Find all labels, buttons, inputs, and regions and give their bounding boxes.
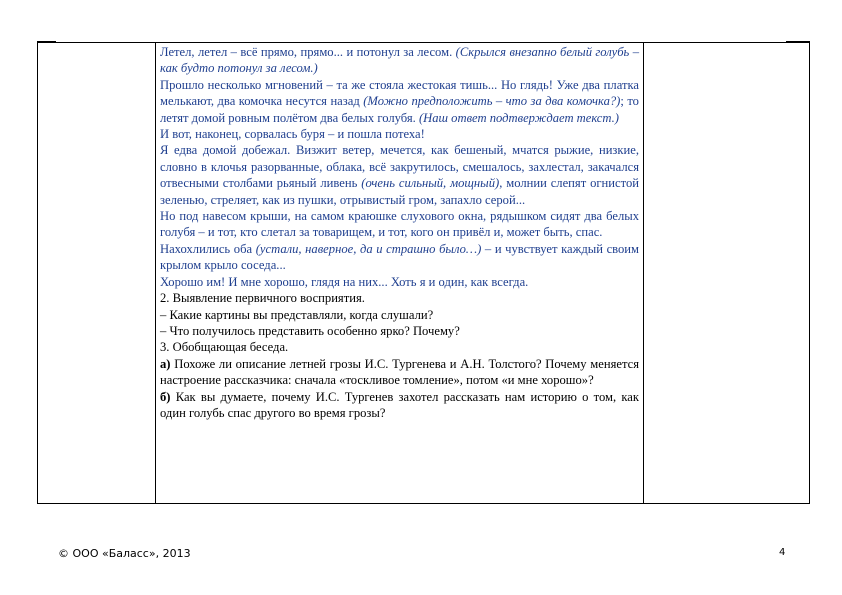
teacher-note: (Можно предположить – что за два комочка?) <box>363 94 621 109</box>
story-paragraph-7: Хорошо им! И мне хорошо, глядя на них... Хоть я и один, как всегда. <box>160 274 529 289</box>
teacher-note: (очень сильный, мощный) <box>361 176 500 191</box>
stage-column-cell <box>38 43 156 504</box>
question-a: а) Похоже ли описание летней грозы И.С. Тургенева и А.Н. Толстого? Почему меняется настроение рассказчика: сначала «тоскливое томление», потом «и мне хорошо»? <box>160 356 639 388</box>
story-paragraph-4: Я едва домой добежал. Визжит ветер, мечется, как бешеный, мчатся рыжие, низкие, словно в клочья разорванные, облака, всё закрутилось, смешалось, захлестал, закачался отвесными столбами рьяный ливень (очень сильный, мощный), молнии слепят огнистой зеленью, стреляет, как из пушки, отрывистый гром, запахло серой... <box>160 143 640 207</box>
story-paragraph-5: Но под навесом крыши, на самом краюшке слухового окна, рядышком сидят два белых голубя – и тот, кто слетал за товарищем, и тот, кого он привёл и, может быть, спас. <box>160 209 639 240</box>
step-3-title: 3. Обобщающая беседа. <box>160 340 289 355</box>
question-b: б) Как вы думаете, почему И.С. Тургенев захотел рассказать нам историю о том, как один голубь спас другого во время грозы? <box>160 389 639 420</box>
step-2-title: 2. Выявление первичного восприятия. <box>160 291 365 306</box>
footer-copyright: © ООО «Баласс», 2013 <box>58 547 191 560</box>
table-row <box>38 43 810 504</box>
content-column-cell <box>156 43 644 504</box>
teacher-note: (Скрылся внезапно белый голубь – как будто потонул за лесом.) <box>160 45 639 76</box>
story-paragraph-3: И вот, наконец, сорвалась буря – и пошла потеха! <box>160 127 425 142</box>
question-1: – Какие картины вы представляли, когда слушали? <box>160 307 434 322</box>
page-number: 4 <box>779 547 786 558</box>
story-paragraph-2: Прошло несколько мгновений – та же стояла жестокая тишь... Но глядь! Уже два платка мелькают, два комочка несутся назад (Можно предположить – что за два комочка?); то летят домой ровным полётом два белых голубя. (Наш ответ подтверждает текст.) <box>160 77 639 125</box>
teacher-note: (устали, наверное, да и страшно было…) <box>255 241 482 256</box>
lesson-table <box>37 42 810 504</box>
question-2: – Что получилось представить особенно ярко? Почему? <box>160 323 460 338</box>
notes-column-cell <box>644 43 810 504</box>
story-paragraph-6: Нахохлились оба (устали, наверное, да и страшно было…) – и чувствует каждый своим крылом крыло соседа... <box>160 241 640 273</box>
teacher-note: (Наш ответ подтверждает текст.) <box>418 110 619 125</box>
story-paragraph-1: Летел, летел – всё прямо, прямо... и потонул за лесом. (Скрылся внезапно белый голубь – как будто потонул за лесом.) <box>160 45 639 76</box>
